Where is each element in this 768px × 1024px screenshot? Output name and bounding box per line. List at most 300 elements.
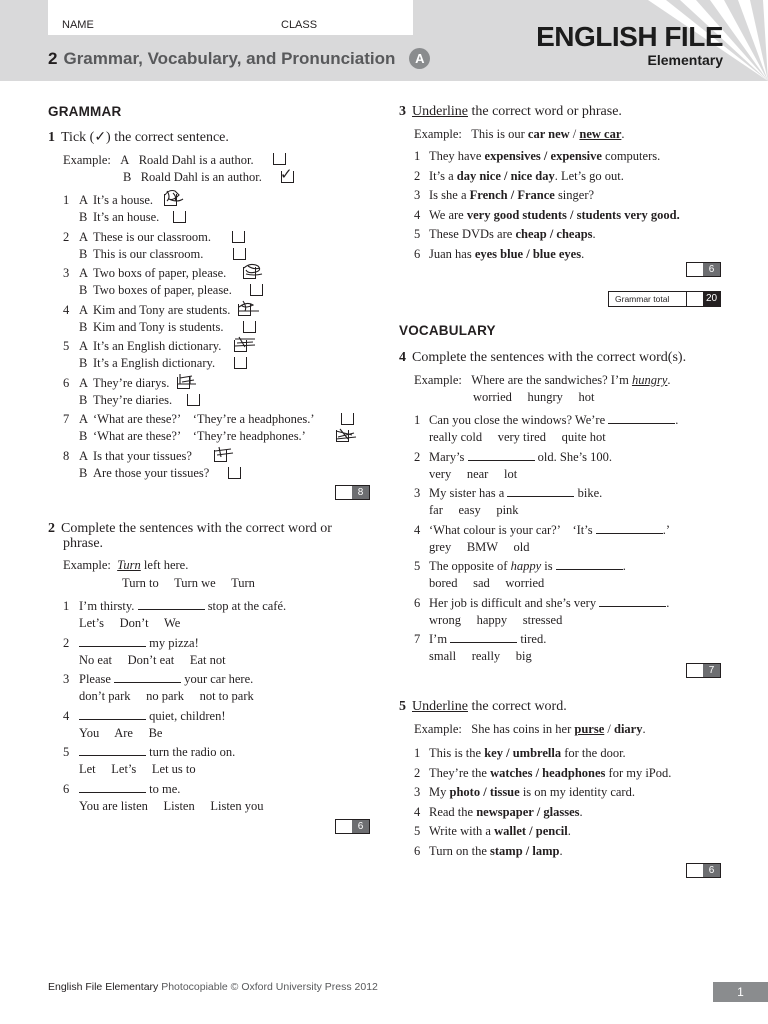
q3-item-6: [414, 247, 584, 262]
item-number: 6: [63, 781, 70, 796]
q1-item-6-a: [63, 376, 169, 391]
option-b: France: [517, 188, 555, 202]
option-letter-b: B: [79, 283, 88, 297]
item-text: for my iPod.: [605, 765, 672, 780]
q3-number: 3: [399, 104, 406, 119]
example-label: Example:: [414, 373, 462, 387]
q1-number: 1: [48, 130, 55, 145]
q3-item-2: [414, 169, 624, 184]
q4-item-1-options: really cold very tired quite hot: [429, 430, 606, 444]
grammar-total-box: [608, 291, 721, 307]
unit-title-text: Grammar, Vocabulary, and Pronunciation: [63, 49, 396, 68]
option-letter-a: A: [79, 412, 89, 426]
item-text: These DVDs are: [429, 227, 516, 241]
item-text: .: [579, 804, 583, 819]
item-text: I’m thirsty.: [79, 599, 138, 613]
option-b: tissue: [489, 785, 520, 799]
q1-example-b: B Roald Dahl is an author.: [123, 170, 262, 184]
item-text: Can you close the windows? We’re: [429, 413, 609, 427]
q3-instruction-text: the correct word or phrase.: [467, 104, 622, 119]
q2-item-1-options: Let’s Don’t We: [79, 616, 181, 630]
q5-example: Example: She has coins in her purse / diary.: [414, 722, 646, 736]
score-value: 7: [703, 664, 720, 677]
item-text: .: [581, 246, 585, 261]
example-b-text: Roald Dahl is an author.: [140, 170, 262, 184]
item-number: 8: [63, 448, 70, 463]
item-number: 4: [63, 708, 70, 723]
option-a: key: [484, 746, 503, 760]
q1-item-7-b: [79, 429, 306, 444]
q2-item-4-options: You Are Be: [79, 725, 163, 740]
score-value: 8: [352, 486, 369, 499]
item-text: tired.: [517, 632, 547, 646]
item-number: 2: [63, 229, 70, 244]
q5-item-1: [414, 746, 626, 761]
item-number: 3: [63, 672, 70, 686]
item-number: 7: [414, 632, 421, 646]
page-number: 1: [713, 982, 768, 1002]
q2-item-3-options: don’t park no park not to park: [79, 689, 254, 703]
option-a: watches: [490, 765, 533, 780]
example-a-text: Roald Dahl is a author.: [138, 153, 254, 167]
q5-underline-word: Underline: [412, 699, 468, 714]
item-text: quiet, children!: [146, 708, 226, 723]
item-number: 7: [63, 412, 70, 426]
q4-item-1: [414, 413, 678, 428]
separator: /: [546, 227, 557, 241]
item-number: 3: [414, 188, 421, 202]
item-number: 2: [63, 635, 70, 650]
q5-item-2: [414, 766, 671, 781]
option-letter-a: A: [79, 266, 89, 280]
answer-blank[interactable]: [556, 559, 623, 570]
option-b: umbrella: [512, 746, 562, 760]
item-number: 1: [63, 599, 70, 613]
item-text: to me.: [146, 781, 181, 796]
option-a-text: They’re diarys.: [93, 375, 170, 390]
brand-block: [536, 22, 723, 68]
item-text: turn the radio on.: [146, 745, 236, 759]
answer-blank[interactable]: [608, 413, 675, 424]
answer-blank[interactable]: [138, 599, 205, 610]
option-a: expensives: [484, 149, 541, 163]
tick-scribble-icon: [242, 262, 268, 278]
option-b: lamp: [532, 843, 560, 858]
item-text: We are: [429, 207, 467, 222]
q2-example-options: Turn to Turn we Turn: [122, 576, 255, 590]
item-text: my pizza!: [146, 635, 199, 650]
q1-item-1-b: [79, 210, 159, 225]
footer: [48, 981, 378, 993]
q2-item-5-options: Let Let’s Let us to: [79, 762, 196, 776]
q4-item-7: [414, 632, 546, 647]
q2-item-4: [63, 709, 226, 724]
footer-brand: English File Elementary: [48, 981, 159, 993]
q4-example: Example: Where are the sandwiches? I’m hungry.: [414, 373, 671, 387]
option-a-text: Kim and Tony are students.: [93, 302, 231, 317]
separator: /: [500, 168, 511, 183]
item-text: is on my identity card.: [519, 785, 635, 799]
item-number: 1: [414, 149, 421, 163]
q1-instruction: [48, 130, 229, 145]
item-number: 5: [63, 745, 70, 759]
unit-number: 2: [48, 49, 58, 68]
q1-item-7-a: [63, 412, 315, 427]
item-text: The opposite of: [429, 559, 511, 573]
checkbox-b[interactable]: [234, 357, 247, 369]
q2-item-6: [63, 782, 180, 797]
divider: [686, 292, 687, 306]
example-label: Example:: [63, 558, 111, 572]
item-text: Write with a: [429, 824, 495, 838]
tick-scribble-icon: [176, 372, 202, 388]
checkbox-b[interactable]: [228, 467, 241, 479]
q3-item-3: [414, 188, 594, 203]
grammar-total-value: 20: [703, 292, 720, 306]
separator: /: [480, 785, 490, 799]
option-a: newspaper: [476, 804, 534, 819]
option-b-text: It’s an house.: [93, 210, 160, 224]
grammar-heading: GRAMMAR: [48, 104, 122, 119]
item-text: They’re the: [429, 765, 491, 780]
q4-item-6: [414, 596, 669, 611]
item-text: computers.: [601, 149, 661, 163]
checkbox-b[interactable]: [187, 394, 200, 406]
option-a-text: Two boxs of paper, please.: [93, 266, 227, 280]
q3-example: Example: This is our car new / new car.: [414, 127, 625, 141]
option-letter-b: B: [79, 429, 88, 443]
item-number: 5: [414, 824, 421, 838]
answer-blank[interactable]: [468, 450, 535, 461]
item-text: bike.: [574, 486, 603, 500]
option-b-text: Are those your tissues?: [93, 465, 210, 480]
separator: /: [523, 246, 533, 261]
option-b: students very good.: [576, 207, 680, 222]
q5-instruction: [399, 699, 567, 714]
name-class-box: [48, 0, 413, 35]
q1-item-5-b: [79, 356, 215, 371]
separator: /: [522, 843, 533, 858]
q1-item-8-b: [79, 466, 209, 481]
checkbox-a[interactable]: [341, 413, 354, 425]
q3-item-5: [414, 227, 596, 242]
q4-item-4-options: grey BMW old: [429, 539, 530, 554]
q4-item-5: [414, 559, 626, 574]
name-label: NAME: [62, 19, 94, 31]
item-number: 1: [63, 193, 70, 207]
option-letter-b: B: [79, 319, 88, 334]
option-a: very good students: [466, 207, 567, 222]
example-text: She has coins in her: [471, 722, 575, 736]
item-text: . Let’s go out.: [554, 168, 624, 183]
example-answer: Turn: [117, 558, 141, 572]
q4-item-3-options: far easy pink: [429, 503, 519, 517]
q4-instruction-text: Complete the sentences with the correct word(s).: [412, 350, 687, 365]
item-text: Turn on the: [429, 843, 491, 858]
unit-title: [48, 48, 430, 69]
item-number: 5: [414, 227, 421, 241]
example-answer: hungry: [631, 373, 668, 387]
q4-item-3: [414, 486, 602, 501]
option-a: stamp: [490, 843, 523, 858]
q5-instruction-text: the correct word.: [467, 699, 567, 714]
q4-item-4: [414, 523, 670, 538]
option-a-text: ‘What are these?’ ‘They’re a headphones.’: [93, 412, 315, 426]
item-number: 3: [63, 266, 70, 280]
item-number: 5: [63, 339, 70, 353]
q5-item-6: [414, 844, 563, 859]
item-number: 3: [414, 785, 421, 799]
q1-item-3-a: [63, 266, 226, 281]
answer-blank[interactable]: [599, 596, 666, 607]
checkbox-a[interactable]: [232, 231, 245, 243]
answer-blank[interactable]: [79, 782, 146, 793]
separator: /: [566, 207, 577, 222]
grammar-total-label: Grammar total: [615, 294, 670, 304]
item-number: 4: [414, 207, 421, 222]
class-label: CLASS: [281, 19, 318, 31]
item-number: 4: [414, 804, 421, 819]
q2-instruction: [48, 521, 332, 536]
answer-blank[interactable]: [79, 636, 146, 647]
q5-number: 5: [399, 699, 406, 714]
item-text: .: [592, 227, 596, 241]
item-number: 6: [63, 375, 70, 390]
option-a: wallet: [494, 824, 527, 838]
q1-instruction-text: Tick (✓) the correct sentence.: [61, 130, 229, 145]
tick-scribble-icon: [163, 189, 189, 205]
q1-item-3-b: [79, 283, 232, 298]
item-text: My sister has a: [429, 486, 508, 500]
item-text: My: [429, 785, 450, 799]
item-number: 3: [414, 486, 421, 500]
option-a-text: It’s a house.: [93, 193, 154, 207]
score-box-q4: [686, 663, 721, 678]
q2-instruction-line2: phrase.: [63, 536, 104, 551]
option-b: blue eyes: [532, 246, 582, 261]
answer-blank[interactable]: [79, 745, 146, 756]
q1-item-4-b: [79, 320, 224, 335]
item-text: .: [675, 413, 679, 427]
item-text: Is she a: [429, 188, 470, 202]
option-letter-a: A: [79, 229, 89, 244]
footer-copyright: Photocopiable © Oxford University Press 2012: [158, 981, 378, 993]
example-label: Example:: [414, 722, 462, 736]
separator: /: [502, 746, 513, 760]
item-number: 6: [414, 246, 421, 261]
q3-instruction: [399, 104, 622, 119]
item-text: is: [541, 559, 556, 573]
item-number: 1: [414, 413, 421, 427]
brand-level: Elementary: [647, 52, 723, 68]
brand-name: ENGLISH FILE: [536, 21, 723, 52]
option-letter-b: B: [79, 392, 88, 407]
q1-item-5-a: [63, 339, 221, 354]
score-box-q1: [335, 485, 370, 500]
score-value: 6: [352, 820, 369, 833]
option-letter-b: B: [79, 356, 88, 370]
q2-item-1: [63, 599, 286, 614]
q2-instruction-text: Complete the sentences with the correct word or: [61, 521, 332, 536]
item-number: 6: [414, 595, 421, 610]
q2-item-3: [63, 672, 253, 687]
checkbox-b[interactable]: [233, 248, 246, 260]
item-text: Please: [79, 672, 115, 686]
item-text: ‘What colour is your car?’ ‘It’s: [429, 522, 596, 537]
option-a: French: [469, 188, 508, 202]
separator: /: [532, 765, 543, 780]
item-text: Mary’s: [429, 449, 468, 464]
item-number: 2: [414, 449, 421, 464]
q5-item-3: [414, 785, 635, 800]
option-letter-b: B: [79, 465, 88, 480]
option-b-text: They’re diaries.: [93, 392, 173, 407]
item-text: for the door.: [561, 746, 626, 760]
example-option-a: car new: [527, 127, 570, 141]
option-b-text: Two boxes of paper, please.: [93, 283, 232, 297]
option-a: photo: [449, 785, 481, 799]
item-text: .: [622, 559, 626, 573]
option-b-text: It’s a English dictionary.: [93, 356, 216, 370]
item-number: 6: [414, 843, 421, 858]
q4-item-2: [414, 450, 612, 465]
tick-scribble-icon: [237, 299, 263, 315]
q1-example-a: Example: A Roald Dahl is a author.: [63, 153, 254, 167]
answer-blank[interactable]: [79, 709, 146, 720]
item-text: your car here.: [181, 672, 254, 686]
option-b-text: Kim and Tony is students.: [93, 319, 224, 334]
q1-item-2-b: [79, 247, 203, 262]
q3-item-4: [414, 208, 680, 223]
item-italic-word: happy: [510, 559, 542, 573]
score-value: 6: [703, 864, 720, 877]
option-b: expensive: [550, 149, 602, 163]
q4-instruction: [399, 350, 686, 365]
item-text: stop at the café.: [204, 599, 287, 613]
separator: /: [533, 804, 544, 819]
item-number: 2: [414, 765, 421, 780]
item-text: .: [567, 824, 571, 838]
tick-scribble-icon: [213, 445, 239, 461]
item-text: .: [559, 843, 563, 858]
q2-item-2-options: No eat Don’t eat Eat not: [79, 652, 226, 667]
checkbox-b[interactable]: [173, 211, 186, 223]
q1-item-2-a: [63, 230, 211, 245]
q4-item-5-options: bored sad worried: [429, 576, 545, 590]
item-text: Her job is difficult and she’s very: [429, 595, 600, 610]
answer-blank[interactable]: [450, 632, 517, 643]
unit-badge: A: [409, 48, 430, 69]
q4-item-2-options: very near lot: [429, 466, 518, 481]
item-number: 1: [414, 746, 421, 760]
checkbox[interactable]: [273, 153, 286, 165]
separator: /: [526, 824, 536, 838]
example-option-a: purse: [574, 722, 605, 736]
option-b: glasses: [543, 804, 580, 819]
answer-blank[interactable]: [114, 672, 181, 683]
option-b: cheaps: [556, 227, 593, 241]
option-letter-a: A: [79, 339, 89, 353]
q1-item-6-b: [79, 393, 172, 408]
q2-item-6-options: You are listen Listen Listen you: [79, 798, 264, 813]
item-number: 4: [63, 302, 70, 317]
tick-scribble-icon: [233, 335, 259, 351]
q5-item-4: [414, 805, 583, 820]
option-letter-a: A: [79, 375, 89, 390]
q1-item-4-a: [63, 303, 230, 318]
example-text: left here.: [140, 558, 189, 572]
separator: /: [507, 188, 518, 202]
option-letter-a: A: [79, 302, 89, 317]
q4-item-7-options: small really big: [429, 649, 532, 663]
score-value: 6: [703, 263, 720, 276]
q1-item-1-a: [63, 193, 153, 208]
item-text: old. She’s 100.: [534, 449, 612, 464]
checkbox-b[interactable]: [243, 321, 256, 333]
option-letter-b: B: [79, 246, 88, 261]
option-b-text: ‘What are these?’ ‘They’re headphones.’: [93, 429, 306, 443]
item-text: singer?: [554, 188, 595, 202]
option-b: pencil: [535, 824, 568, 838]
option-b: nice day: [510, 168, 555, 183]
option-a: cheap: [515, 227, 547, 241]
example-text: Where are the sandwiches? I’m: [471, 373, 632, 387]
answer-blank[interactable]: [507, 486, 574, 497]
item-text: .’: [662, 522, 671, 537]
q5-item-5: [414, 824, 571, 839]
option-a: day nice: [456, 168, 501, 183]
score-box-q3: [686, 262, 721, 277]
option-a-text: It’s an English dictionary.: [93, 339, 222, 353]
item-text: They have: [429, 149, 485, 163]
example-label: Example:: [63, 153, 111, 167]
option-b-text: This is our classroom.: [93, 246, 204, 261]
tick-scribble-icon: [334, 427, 360, 443]
example-text: This is our: [471, 127, 528, 141]
option-a-text: Is that your tissues?: [93, 448, 192, 463]
score-box-q5: [686, 863, 721, 878]
item-number: 5: [414, 559, 421, 573]
option-letter-a: A: [79, 193, 89, 207]
example-option-b: new car: [579, 127, 622, 141]
option-a-text: These is our classroom.: [93, 229, 212, 244]
q3-item-1: [414, 149, 660, 164]
q4-item-6-options: wrong happy stressed: [429, 612, 563, 627]
item-number: 2: [414, 168, 421, 183]
q2-number: 2: [48, 521, 55, 536]
page-header: [0, 0, 768, 81]
separator: /: [540, 149, 551, 163]
item-text: Juan has: [429, 246, 475, 261]
item-text: I’m: [429, 632, 451, 646]
answer-blank[interactable]: [596, 523, 663, 534]
item-text: .: [666, 595, 670, 610]
q4-number: 4: [399, 350, 406, 365]
q3-underline-word: Underline: [412, 104, 468, 119]
example-label: Example:: [414, 127, 462, 141]
tick-mark-icon: ✓: [280, 165, 293, 183]
item-number: 4: [414, 522, 421, 537]
checkbox-b[interactable]: [250, 284, 263, 296]
q2-example: [63, 558, 188, 573]
q1-item-8-a: [63, 449, 192, 464]
score-box-q2: [335, 819, 370, 834]
item-text: It’s a: [429, 168, 457, 183]
example-option-b: diary: [614, 722, 643, 736]
option-letter-b: B: [79, 210, 88, 224]
q4-example-options: worried hungry hot: [473, 390, 595, 404]
q2-item-2: [63, 636, 199, 651]
